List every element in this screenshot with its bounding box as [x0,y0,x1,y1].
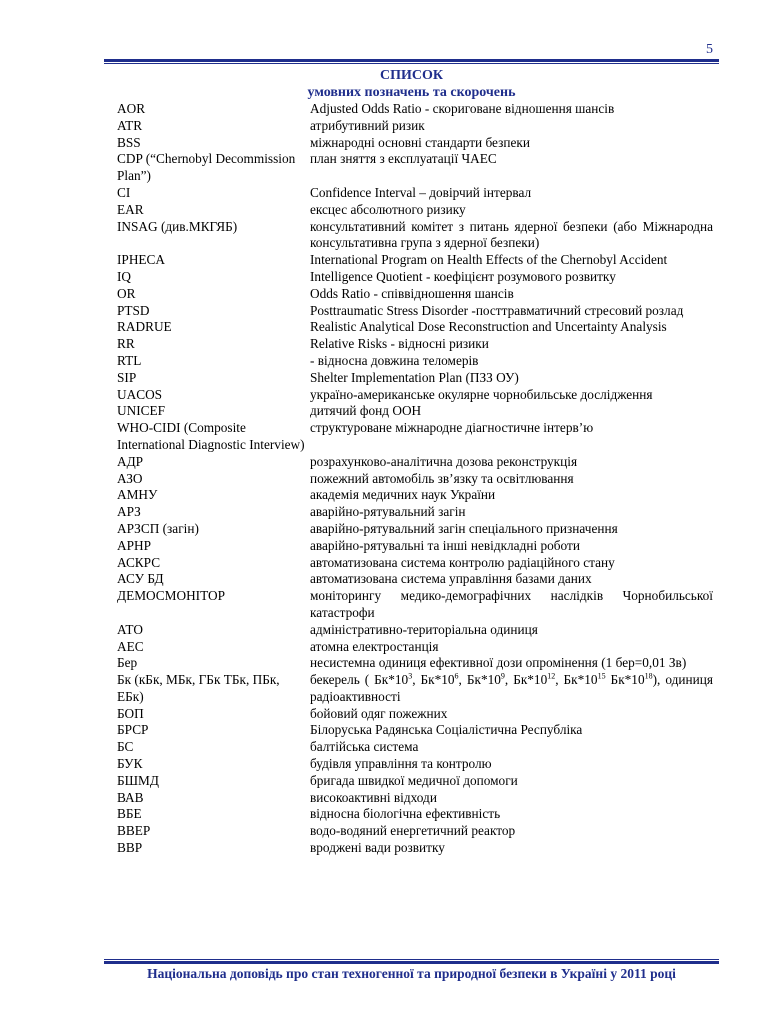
abbreviation-definition: моніторингу медико-демографічних наслідків Чорнобильської катастрофи [310,588,713,620]
abbreviation-row [117,639,713,656]
abbreviation-definition: структуроване міжнародне діагностичне інтерв’ю [310,420,594,436]
abbreviation-definition: Білоруська Радянська Соціалістична Республіка [310,722,583,738]
abbreviation-row [117,185,713,202]
abbreviation-row [117,840,713,857]
abbreviation-row [117,790,713,807]
abbreviation-row [117,773,713,790]
abbreviation-row [117,521,713,538]
abbreviation-row [117,471,713,488]
abbreviation-row [117,622,713,639]
abbreviation-term: ВВЕР [117,823,151,839]
abbreviation-term: АМНУ [117,487,158,503]
abbreviation-definition: - відносна довжина теломерів [310,352,479,368]
abbreviation-definition: план зняття з експлуатації ЧАЕС [310,151,497,167]
abbreviation-row [117,823,713,840]
abbreviation-term: BSS [117,134,141,150]
abbreviation-term: UNICEF [117,403,166,419]
abbreviation-term: SIP [117,369,137,385]
abbreviation-definition: бойовий одяг пожежних [310,705,448,721]
abbreviation-row [117,353,713,370]
abbreviation-definition: автоматизована система контролю радіаційного стану [310,554,615,570]
abbreviation-definition: автоматизована система управління базами даних [310,571,592,587]
definition-fragment: бекерель ( Бк*10 [310,672,409,688]
abbreviation-term: АТО [117,621,143,637]
definition-fragment: Бк*10 [605,672,645,688]
abbreviation-row [117,101,713,118]
abbreviation-definition: аварійно-рятувальний загін [310,504,466,520]
abbreviation-row [117,588,713,622]
abbreviation-term: RR [117,336,135,352]
exponent: 6 [454,671,459,681]
abbreviation-definition: несистемна одиниця ефективної дози опромінення (1 бер=0,01 Зв) [310,655,687,671]
abbreviation-definition: будівля управління та контролю [310,756,492,772]
abbreviation-definition: Confidence Interval – довірчий інтервал [310,184,532,200]
abbreviation-term: CI [117,184,131,200]
abbreviation-term: Бк (кБк, МБк, ГБк ТБк, ПБк, ЕБк) [117,672,280,704]
abbreviation-term: CDP (“Chernobyl Decommission Plan”) [117,151,296,184]
exponent: 9 [500,671,505,681]
abbreviation-row [117,151,713,185]
abbreviation-definition: Adjusted Odds Ratio - скориговане відношення шансів [310,101,615,116]
abbreviation-term: Бер [117,655,138,671]
abbreviation-definition: відносна біологічна ефективність [310,806,501,822]
abbreviation-row [117,739,713,756]
abbreviation-term: БШМД [117,772,159,788]
exponent: 15 [597,671,606,681]
abbreviation-definition: водо-водяний енергетичний реактор [310,823,516,839]
abbreviation-row [117,538,713,555]
abbreviation-term: АЗО [117,470,143,486]
abbreviation-row [117,286,713,303]
abbreviation-definition: International Program on Health Effects of the Chernobyl Accident [310,252,668,268]
abbreviation-term: ВВР [117,840,143,856]
exponent: 3 [408,671,413,681]
page-subtitle: умовних позначень та скорочень [307,85,516,100]
abbreviation-term: PTSD [117,302,150,318]
abbreviation-definition: дитячий фонд ООН [310,403,422,419]
abbreviation-definition: ексцес абсолютного ризику [310,201,466,217]
definition-fragment: , Бк*10 [458,672,501,688]
abbreviation-definition: адміністративно-територіальна одиниця [310,621,538,637]
page-title: СПИСОК [379,68,444,83]
abbreviation-definition: Intelligence Quotient - коефіцієнт розумового розвитку [310,268,616,284]
abbreviation-term: WHO-CIDI (Composite International Diagnostic Interview) [117,420,305,452]
abbreviation-definition: Realistic Analytical Dose Reconstruction and Uncertainty Analysis [310,319,667,335]
abbreviation-row [117,504,713,521]
page-number: 5 [706,42,713,57]
abbreviation-definition: високоактивні відходи [310,789,437,805]
abbreviation-term: АЕС [117,638,144,654]
abbreviation-definition: Shelter Implementation Plan (ПЗЗ ОУ) [310,369,519,385]
abbreviation-term: БУК [117,756,143,772]
abbreviation-definition: Relative Risks - відносні ризики [310,336,489,352]
definition-fragment: ), одиниця радіоактивності [310,672,713,704]
footer-rule [104,959,719,964]
abbreviation-definition: вроджені вади розвитку [310,840,445,856]
abbreviation-definition: консультативний комітет з питань ядерної безпеки (або Міжнародна консультативна група з ядерної безпеки) [310,218,713,251]
abbreviation-row [117,806,713,823]
abbreviation-row [117,135,713,152]
abbreviation-row [117,336,713,353]
abbreviation-row [117,252,713,269]
abbreviation-term: БРСР [117,722,149,738]
abbreviation-term: БС [117,739,134,755]
abbreviation-term: RTL [117,352,142,368]
abbreviation-definition: атрибутивний ризик [310,117,425,133]
abbreviation-term: AOR [117,101,146,116]
abbreviation-term: RADRUE [117,319,172,335]
abbreviation-term: АРНР [117,537,151,553]
abbreviation-term: ВБЕ [117,806,142,822]
abbreviation-row [117,202,713,219]
abbreviation-row [117,219,713,253]
abbreviation-term: IPHECA [117,252,166,268]
abbreviation-row [117,722,713,739]
abbreviation-definition: розрахунково-аналітична дозова реконструкція [310,453,578,469]
abbreviation-row [117,454,713,471]
abbreviation-definition: міжнародні основні стандарти безпеки [310,134,530,150]
abbreviation-term: ATR [117,117,143,133]
abbreviation-row [117,706,713,723]
abbreviation-term: АСКРС [117,554,161,570]
abbreviation-definition: атомна електростанція [310,638,439,654]
abbreviation-term: АРЗ [117,504,141,520]
definition-fragment: , Бк*10 [412,672,455,688]
abbreviation-row [117,269,713,286]
definition-fragment: , Бк*10 [504,672,548,688]
abbreviation-row [117,655,713,672]
abbreviation-term: IQ [117,268,132,284]
abbreviation-term: OR [117,285,136,301]
abbreviation-row [117,555,713,572]
abbreviation-term: АСУ БД [117,571,164,587]
footer-text: Національна доповідь про стан техногенної та природної безпеки в Україні у 2011 році [147,966,676,981]
abbreviation-row [117,303,713,320]
abbreviation-row [117,571,713,588]
abbreviation-row [117,387,713,404]
abbreviation-definition: Posttraumatic Stress Disorder -посттравматичний стресовий розлад [310,302,684,318]
abbreviation-list [117,101,713,857]
abbreviation-definition [310,672,713,706]
abbreviation-row [117,319,713,336]
abbreviation-row [117,403,713,420]
abbreviation-term: БОП [117,705,144,721]
abbreviation-definition: аварійно-рятувальний загін спеціального призначення [310,520,618,536]
abbreviation-term: UACOS [117,386,163,402]
definition-fragment: , Бк*10 [555,672,598,688]
abbreviation-definition: бригада швидкої медичної допомоги [310,772,518,788]
abbreviation-term: INSAG (див.МКГЯБ) [117,218,238,234]
abbreviation-definition: україно-американське окулярне чорнобильське дослідження [310,386,653,402]
abbreviation-definition: аварійно-рятувальні та інші невідкладні роботи [310,537,580,553]
abbreviation-definition: Odds Ratio - співвідношення шансів [310,285,514,301]
abbreviation-row [117,370,713,387]
abbreviation-row [117,487,713,504]
abbreviation-row [117,672,713,706]
header-rule [104,59,719,64]
abbreviation-term: ВАВ [117,789,144,805]
abbreviation-definition: балтійська система [310,739,419,755]
abbreviation-term: ДЕМОСМОНІТОР [117,588,226,604]
abbreviation-row [117,420,713,454]
exponent: 12 [547,671,556,681]
abbreviation-term: EAR [117,201,144,217]
abbreviation-definition: академія медичних наук України [310,487,496,503]
abbreviation-definition: пожежний автомобіль зв’язку та освітлювання [310,470,574,486]
abbreviation-term: АРЗСП (загін) [117,520,199,536]
abbreviation-term: АДР [117,453,144,469]
abbreviation-row [117,118,713,135]
exponent: 18 [644,671,653,681]
abbreviation-row [117,756,713,773]
